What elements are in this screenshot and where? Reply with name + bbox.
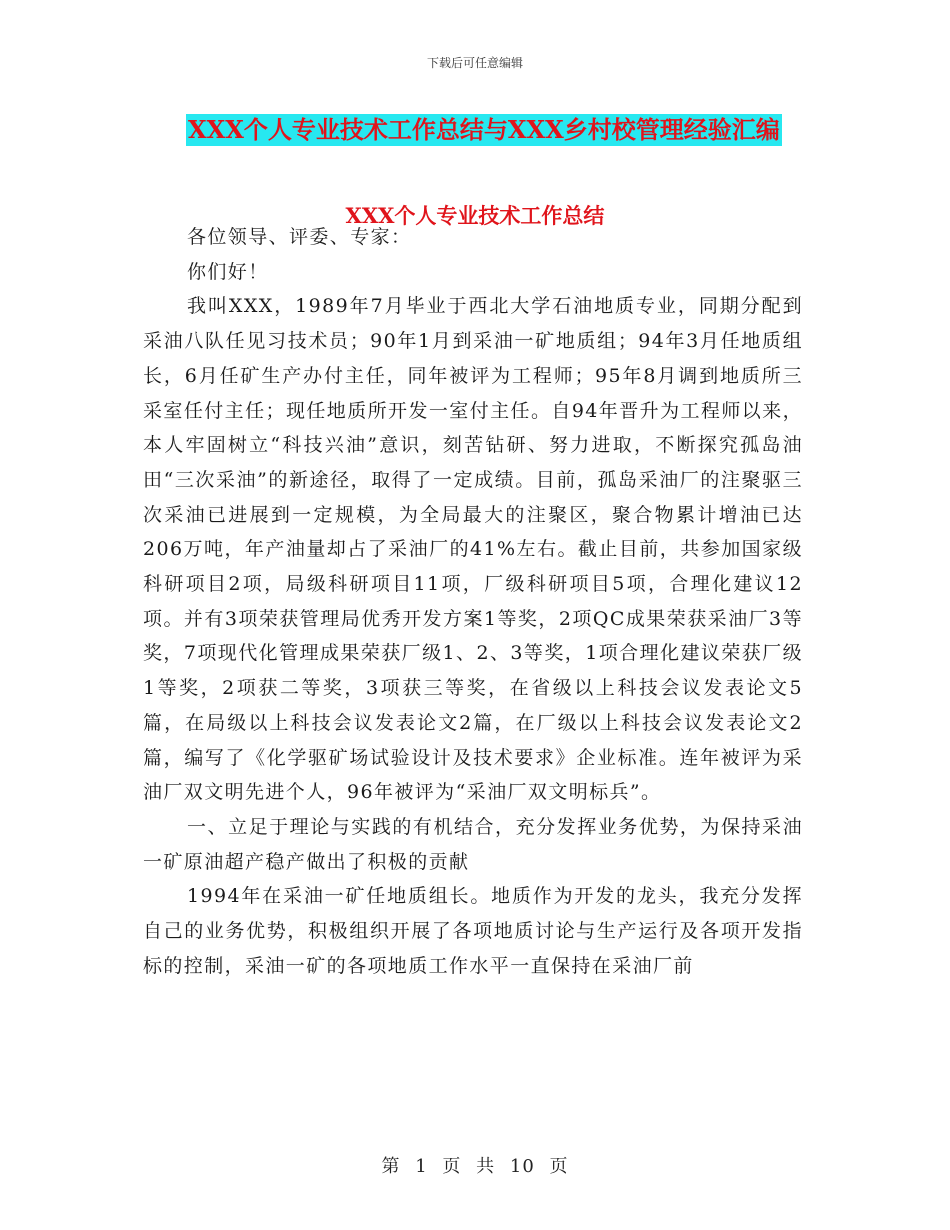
greeting-line-1: 各位领导、评委、专家： xyxy=(187,226,412,248)
page-total-prefix: 共 xyxy=(476,1156,496,1177)
page-label-prefix: 第 xyxy=(381,1156,401,1177)
page-total-number: 10 xyxy=(509,1156,535,1177)
page-label-mid: 页 xyxy=(442,1156,462,1177)
document-main-title: XXX个人专业技术工作总结与XXX乡村校管理经验汇编 xyxy=(188,115,780,144)
greeting-line-2: 你们好！ xyxy=(187,260,269,283)
section-title: XXX个人专业技术工作总结 xyxy=(345,203,605,228)
page-footer xyxy=(0,1152,950,1178)
download-note: 下载后可任意编辑 xyxy=(426,56,523,70)
page-label-suffix: 页 xyxy=(549,1156,569,1177)
paragraph-section-1-body: 1994年在采油一矿任地质组长。地质作为开发的龙头，我充分发挥自己的业务优势，积极组织开展了各项地质讨论与生产运行及各项开发指标的控制，采油一矿的各项地质工作水平一直保持在采油厂前 xyxy=(143,885,803,977)
paragraph-section-heading-1: 一、立足于理论与实践的有机结合，充分发挥业务优势，为保持采油一矿原油超产稳产做出了积极的贡献 xyxy=(143,815,803,873)
document-body xyxy=(143,220,803,983)
page-current-number: 1 xyxy=(415,1156,428,1177)
paragraph-introduction: 我叫XXX，1989年7月毕业于西北大学石油地质专业，同期分配到采油八队任见习技术员；90年1月到采油一矿地质组；94年3月任地质组长，6月任矿生产办付主任，同年被评为工程师；95年8月调到地质所三采室任付主任；现任地质所开发一室付主任。自94年晋升为工程师以来，本人牢固树立“科技兴油”意识，刻苦钻研、努力进取，不断探究孤岛油田“三次采油”的新途径，取得了一定成绩。目前，孤岛采油厂的注聚驱三次采油已进展到一定规模，为全局最大的注聚区，聚合物累计增油已达206万吨，年产油量却占了采油厂的41%左右。截止目前，共参加国家级科研项目2项，局级科研项目11项，厂级科研项目5项，合理化建议12项。并有3项荣获管理局优秀开发方案1等奖，2项QC成果荣获采油厂3等奖，7项现代化管理成果荣获厂级1、2、3等奖，1项合理化建议荣获厂级1等奖，2项获二等奖，3项获三等奖，在省级以上科技会议发表论文5篇，在局级以上科技会议发表论文2篇，在厂级以上科技会议发表论文2篇，编写了《化学驱矿场试验设计及技术要求》企业标准。连年被评为采油厂双文明先进个人，96年被评为“采油厂双文明标兵”。 xyxy=(143,295,803,804)
